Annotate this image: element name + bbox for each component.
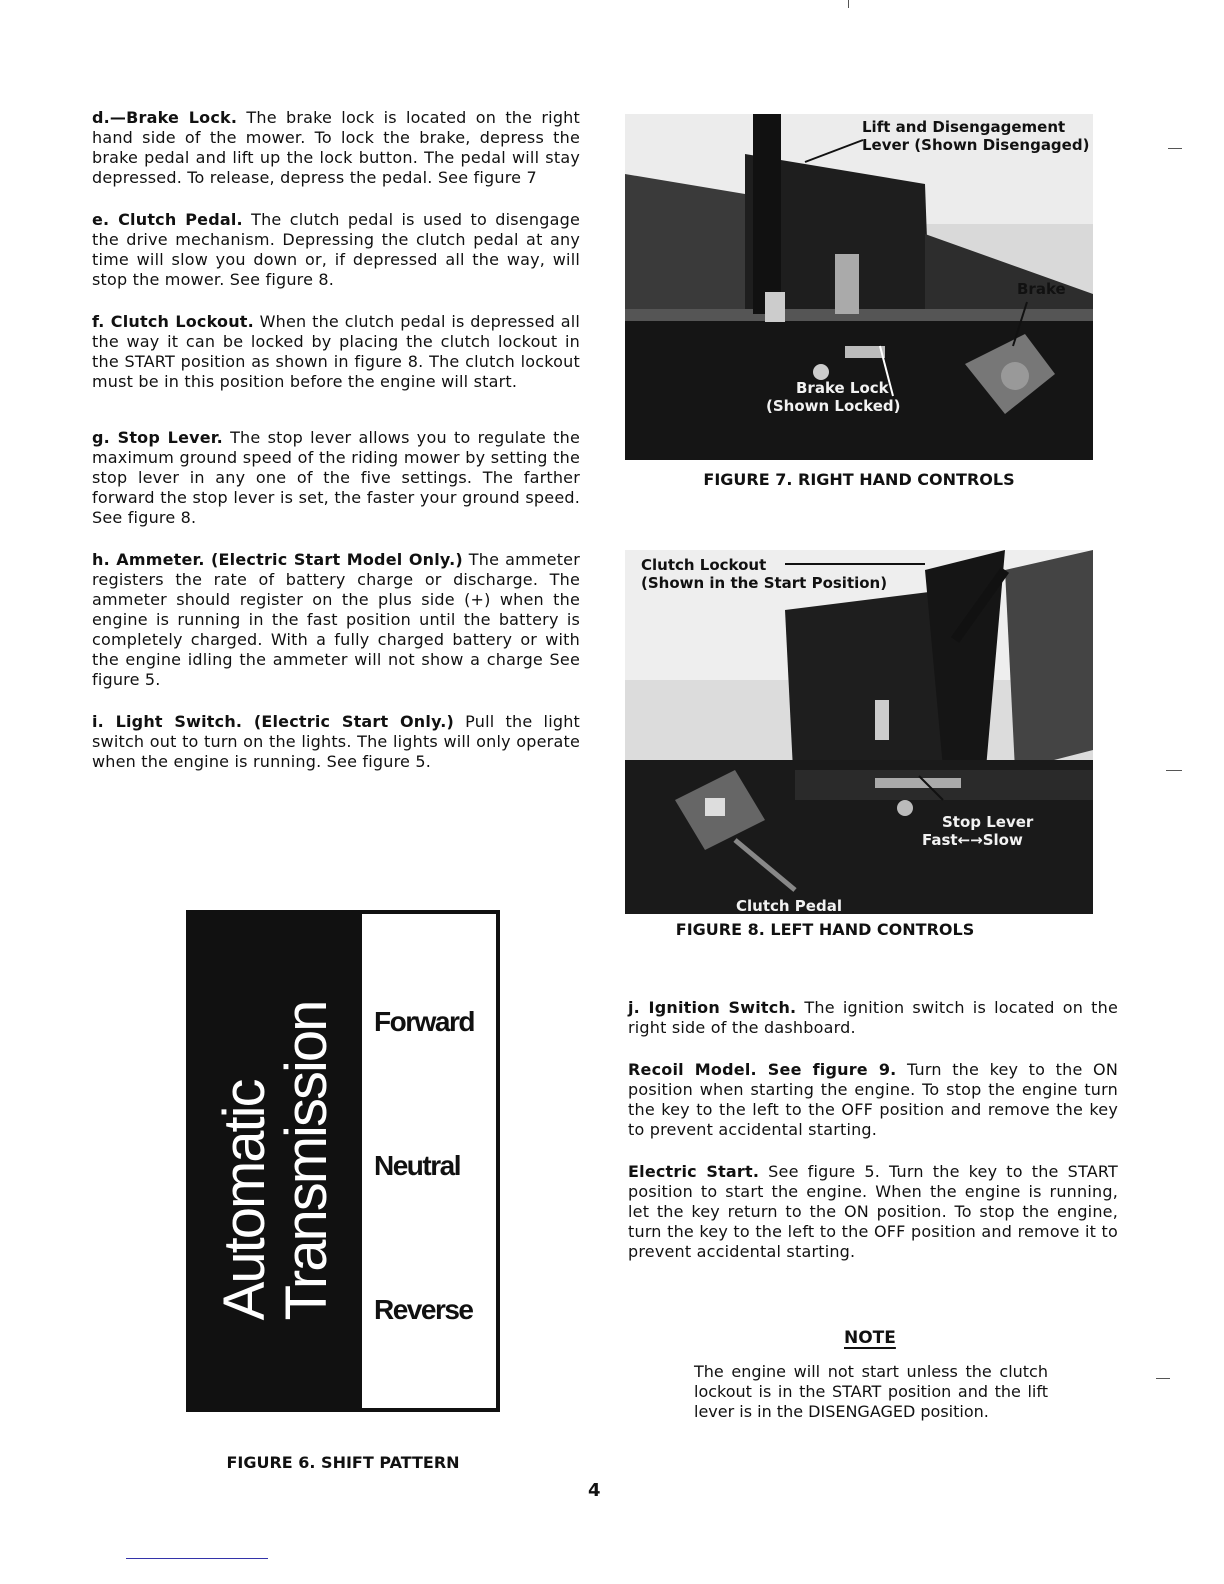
recoil-text: Turn the key to the ON position when starting the engine. To stop the engine turn the key to the left to the OFF position and remove the key to prevent accidental starting. — [628, 1060, 1118, 1139]
electric-text: See figure 5. Turn the key to the START position to start the engine. When the engine is running, let the key return to the ON position. To stop the engine, turn the key to the left to the OFF position and remove it to prevent accidental starting. — [628, 1162, 1118, 1261]
shift-forward: Forward — [374, 1006, 474, 1037]
note-body: The engine will not start unless the clutch lockout is in the START position and the lift lever is in the DISENGAGED position. — [694, 1362, 1048, 1421]
stop-lever-text: The stop lever allows you to regulate the maximum ground speed of the riding mower by setting the stop lever in any one of the five settings. The farther forward the stop lever is set, the faster your ground speed. See figure 8. — [92, 428, 580, 527]
margin-mark-2 — [1166, 770, 1182, 771]
recoil-title: Recoil Model. See figure 9. — [628, 1060, 897, 1079]
figure8-illustration — [625, 550, 1093, 914]
stop-lever-paragraph — [92, 428, 580, 528]
clutch-lockout-paragraph — [92, 312, 580, 392]
fig7-label-lift — [862, 118, 1089, 154]
clutch-lockout-text: When the clutch pedal is depressed all the way it can be locked by placing the clutch lockout in the START position as shown in figure 8. The clutch lockout must be in this position before the engine will start. — [92, 312, 580, 391]
fig7-label-lift-line1: Lift and Disengagement — [862, 118, 1066, 136]
electric-title: Electric Start. — [628, 1162, 760, 1181]
fig8-label-stop-line2: Fast←→Slow — [922, 831, 1023, 849]
brake-lock-title: d.—Brake Lock. — [92, 108, 238, 127]
stop-lever-title: g. Stop Lever. — [92, 428, 223, 447]
figure7-caption: FIGURE 7. RIGHT HAND CONTROLS — [703, 470, 1015, 489]
ammeter-title: h. Ammeter. (Electric Start Model Only.) — [92, 550, 463, 569]
fig8-label-lockout-line1: Clutch Lockout — [641, 556, 767, 574]
shift-neutral: Neutral — [374, 1150, 460, 1181]
fig7-label-brake-lock-line1: Brake Lock — [796, 379, 889, 397]
brake-lock-text: The brake lock is located on the right hand side of the mower. To lock the brake, depress the brake pedal and lift up the lock button. The pedal will stay depressed. To release, depress the pedal. See figure 7 — [92, 108, 580, 187]
fig8-label-stop — [922, 813, 1033, 849]
bottom-rule — [126, 1558, 268, 1559]
shift-title-line2: Transmission — [274, 1001, 339, 1321]
light-switch-text: Pull the light switch out to turn on the lights. The lights will only operate when the engine is running. See figure 5. — [92, 712, 581, 771]
fig7-label-brake: Brake — [1017, 280, 1066, 298]
top-tick — [848, 0, 849, 8]
clutch-pedal-paragraph — [92, 210, 580, 290]
margin-mark-3 — [1156, 1378, 1170, 1379]
right-column — [628, 998, 1118, 1284]
figure8-photo — [625, 550, 1093, 914]
figure6-caption: FIGURE 6. SHIFT PATTERN — [226, 1453, 460, 1472]
electric-paragraph — [628, 1162, 1118, 1262]
fig7-label-lift-line2: Lever (Shown Disengaged) — [862, 136, 1090, 154]
note-heading: NOTE — [844, 1328, 896, 1348]
ammeter-paragraph — [92, 550, 580, 690]
fig7-label-brake-lock — [766, 379, 901, 415]
ignition-paragraph — [628, 998, 1118, 1038]
shift-reverse: Reverse — [374, 1294, 473, 1325]
shift-pattern-black-panel — [190, 914, 362, 1408]
light-switch-title: i. Light Switch. (Electric Start Only.) — [92, 712, 455, 731]
fig8-label-stop-line1: Stop Lever — [942, 813, 1034, 831]
shift-pattern-box — [186, 910, 500, 1412]
page-number: 4 — [588, 1480, 601, 1501]
fig7-label-brake-lock-line2: (Shown Locked) — [766, 397, 901, 415]
light-switch-paragraph — [92, 712, 580, 772]
margin-mark-1 — [1168, 148, 1182, 149]
shift-title-line1: Automatic — [212, 1080, 277, 1321]
ignition-text: The ignition switch is located on the right side of the dashboard. — [628, 998, 1118, 1037]
brake-lock-paragraph — [92, 108, 580, 188]
clutch-pedal-title: e. Clutch Pedal. — [92, 210, 243, 229]
clutch-pedal-text: The clutch pedal is used to disengage the drive mechanism. Depressing the clutch pedal at any time will slow you down or, if depressed all the way, will stop the mower. See figure 8. — [92, 210, 580, 289]
fig8-label-lockout — [641, 556, 887, 592]
recoil-paragraph — [628, 1060, 1118, 1140]
fig8-label-lockout-line2: (Shown in the Start Position) — [641, 574, 888, 592]
figure8-caption: FIGURE 8. LEFT HAND CONTROLS — [675, 920, 975, 939]
ammeter-text: The ammeter registers the rate of battery charge or discharge. The ammeter should register on the plus side (+) when the engine is running in the fast position until the battery is completely charged. With a fully charged battery or with the engine idling the ammeter will not show a charge See figure 5. — [92, 550, 580, 689]
fig8-label-pedal: Clutch Pedal — [736, 897, 842, 915]
ignition-title: j. Ignition Switch. — [628, 998, 797, 1017]
clutch-lockout-title: f. Clutch Lockout. — [92, 312, 254, 331]
shift-pattern-title — [214, 1002, 338, 1321]
left-column — [92, 108, 580, 794]
